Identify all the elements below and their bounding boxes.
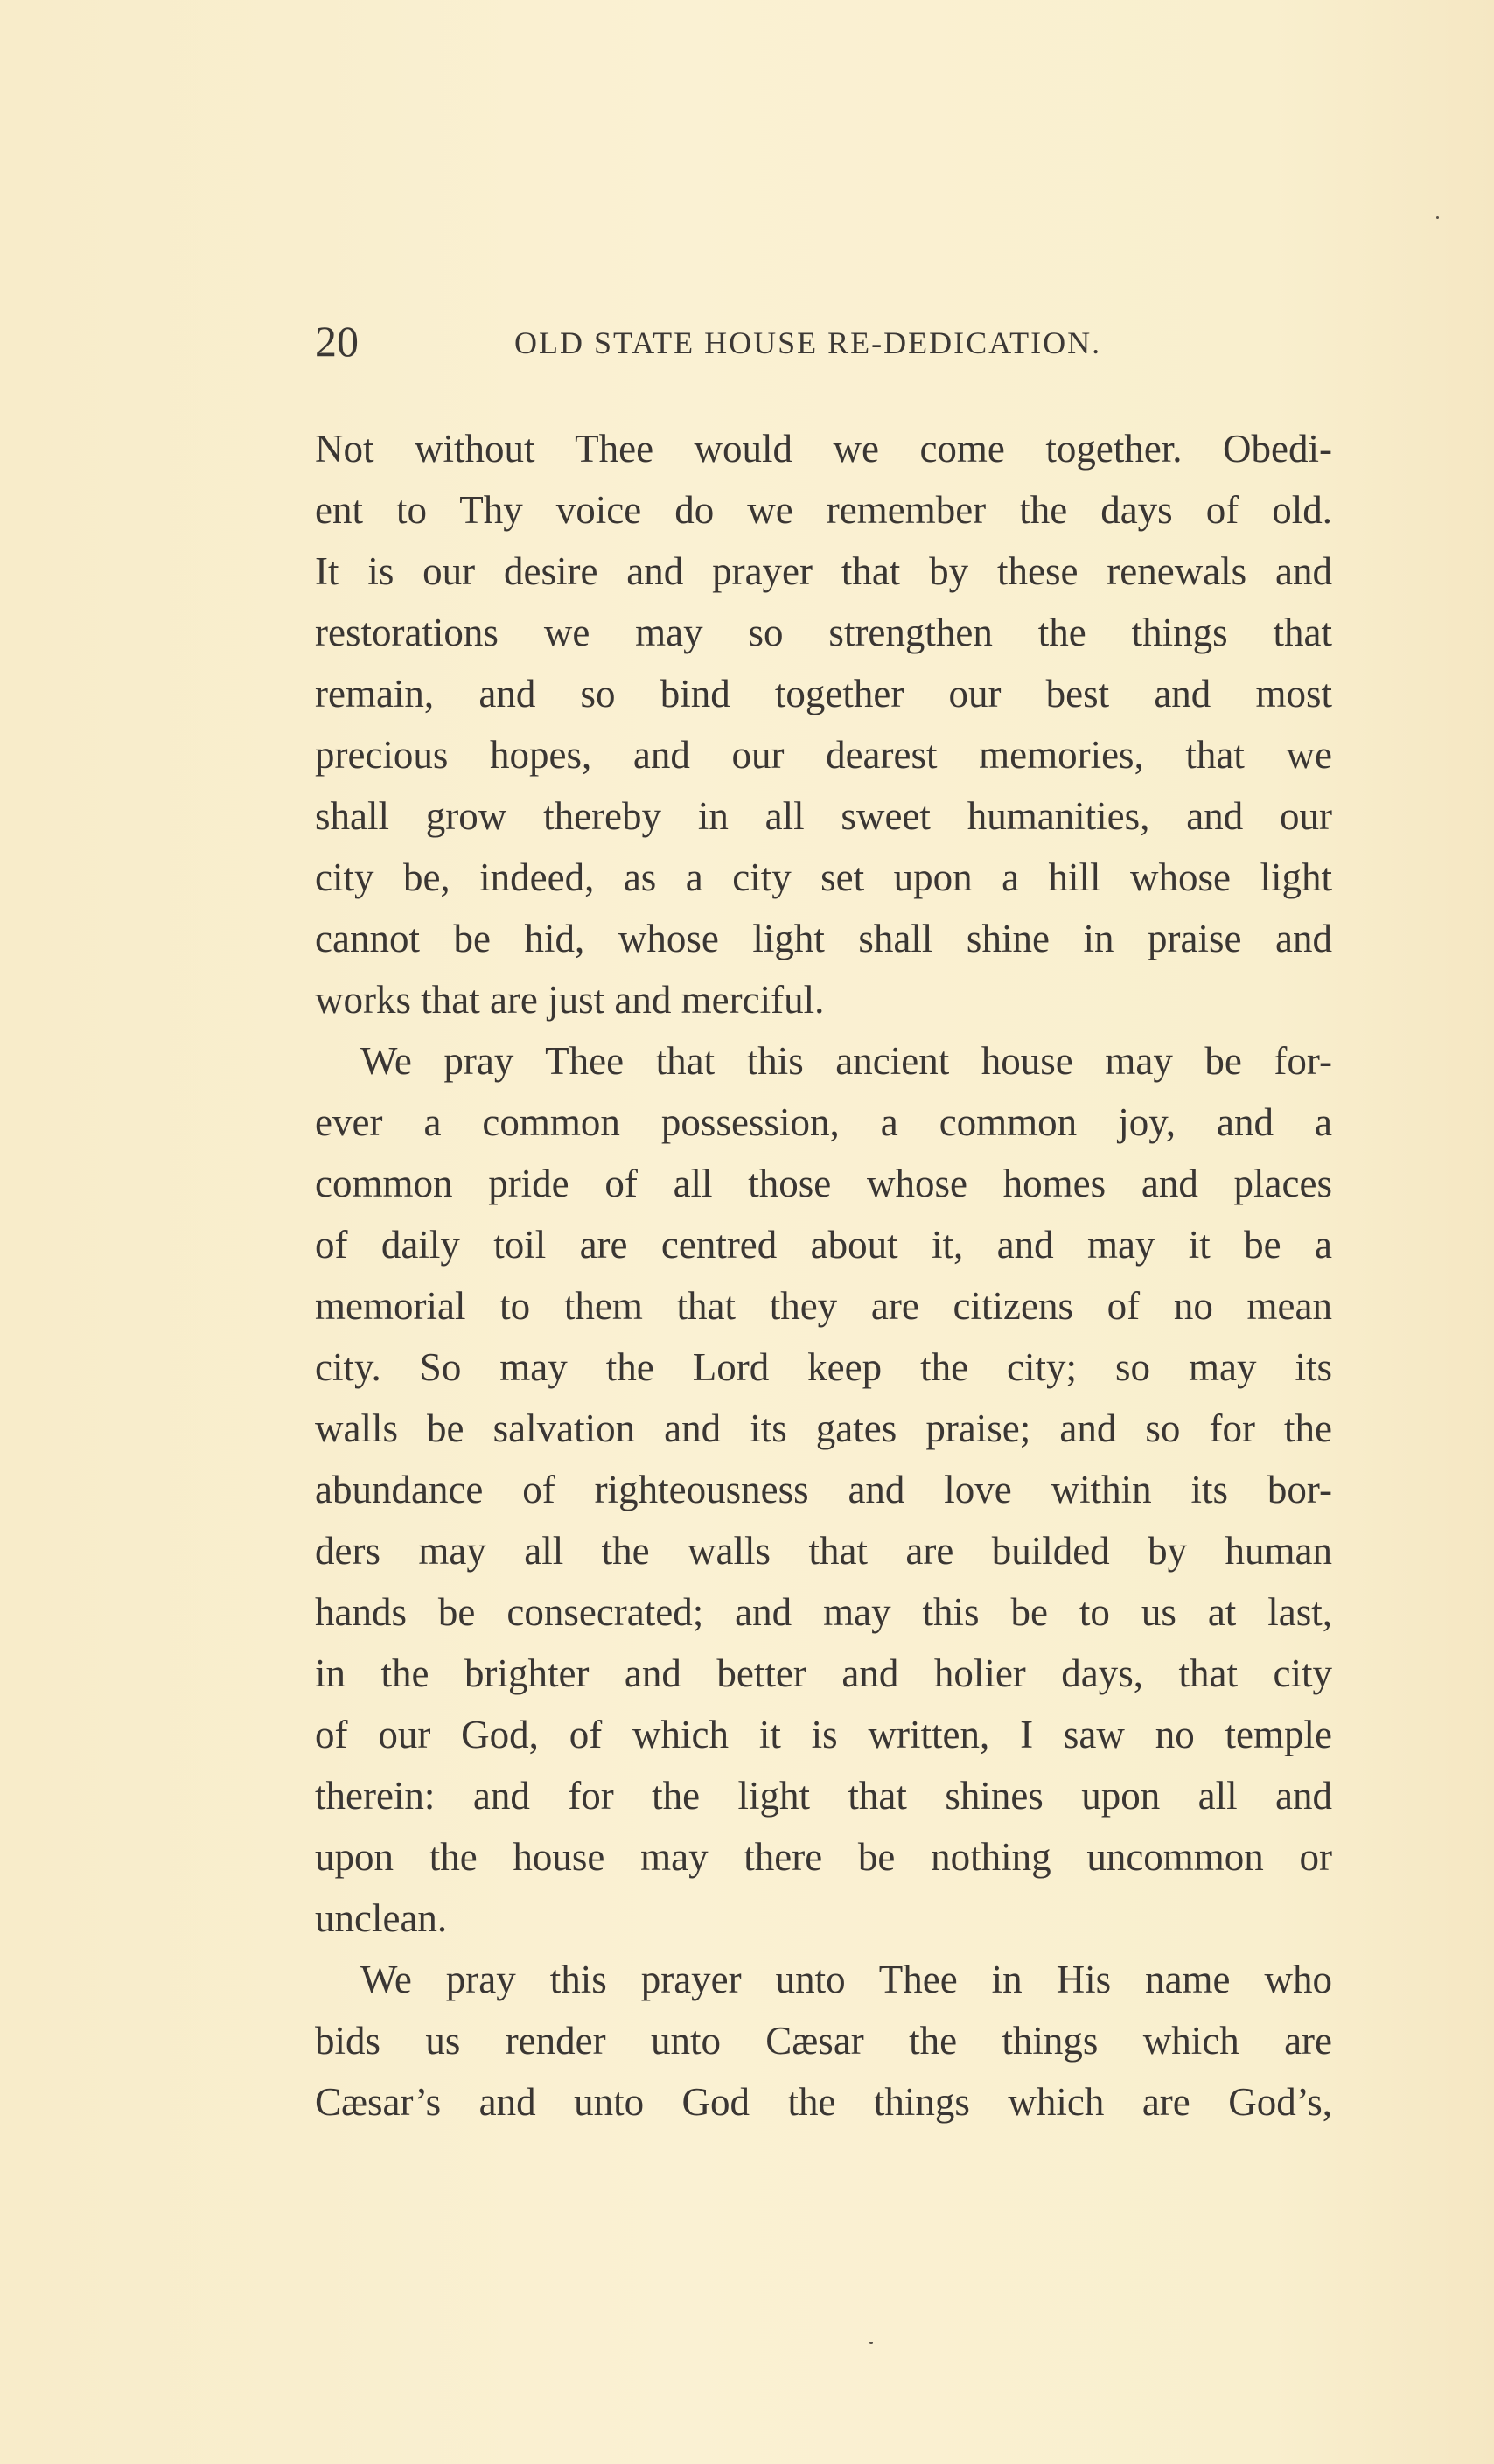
- text-line: therein: and for the light that shines upon all and: [315, 1774, 1332, 1818]
- running-title: OLD STATE HOUSE RE-DEDICATION.: [514, 325, 1102, 360]
- text-line: restorations we may so strengthen the things that: [315, 611, 1332, 654]
- page-number: 20: [315, 317, 359, 366]
- text-line: memorial to them that they are citizens of no mean: [315, 1284, 1332, 1328]
- text-line: in the brighter and better and holier days, that city: [315, 1651, 1332, 1695]
- text-line: city be, indeed, as a city set upon a hill whose light: [315, 855, 1332, 899]
- text-line: bids us render unto Cæsar the things which are: [315, 2019, 1332, 2063]
- text-line: Cæsar’s and unto God the things which are God’s,: [315, 2080, 1332, 2124]
- paper-speck: [869, 2342, 873, 2344]
- text-line: remain, and so bind together our best and most: [315, 672, 1332, 715]
- text-line: hands be consecrated; and may this be to us at last,: [315, 1590, 1332, 1634]
- text-line: upon the house may there be nothing uncommon or: [315, 1835, 1332, 1879]
- text-line: ent to Thy voice do we remember the days of old.: [315, 488, 1332, 532]
- text-line: ders may all the walls that are builded by human: [315, 1529, 1332, 1573]
- body-text: [315, 418, 1332, 2132]
- text-line: precious hopes, and our dearest memories, that we: [315, 733, 1332, 777]
- text-line: of daily toil are centred about it, and may it be a: [315, 1223, 1332, 1267]
- text-line: city. So may the Lord keep the city; so may its: [315, 1345, 1332, 1389]
- text-line: works that are just and merciful.: [315, 978, 825, 1022]
- text-line: Not without Thee would we come together. Obedi-: [315, 427, 1332, 471]
- text-line: It is our desire and prayer that by these renewals and: [315, 549, 1332, 593]
- text-line: common pride of all those whose homes and places: [315, 1162, 1332, 1205]
- text-line: of our God, of which it is written, I saw no temple: [315, 1713, 1332, 1756]
- text-line: walls be salvation and its gates praise; and so for the: [315, 1407, 1332, 1450]
- text-line: We pray Thee that this ancient house may be for-: [360, 1039, 1332, 1083]
- text-line: shall grow thereby in all sweet humanities, and our: [315, 794, 1332, 838]
- text-line: abundance of righteousness and love within its bor-: [315, 1468, 1332, 1511]
- text-line: unclean.: [315, 1896, 448, 1940]
- text-line: ever a common possession, a common joy, and a: [315, 1100, 1332, 1144]
- paper-speck: [1436, 216, 1439, 219]
- text-line: cannot be hid, whose light shall shine in praise and: [315, 917, 1332, 960]
- text-line: We pray this prayer unto Thee in His name who: [360, 1958, 1332, 2001]
